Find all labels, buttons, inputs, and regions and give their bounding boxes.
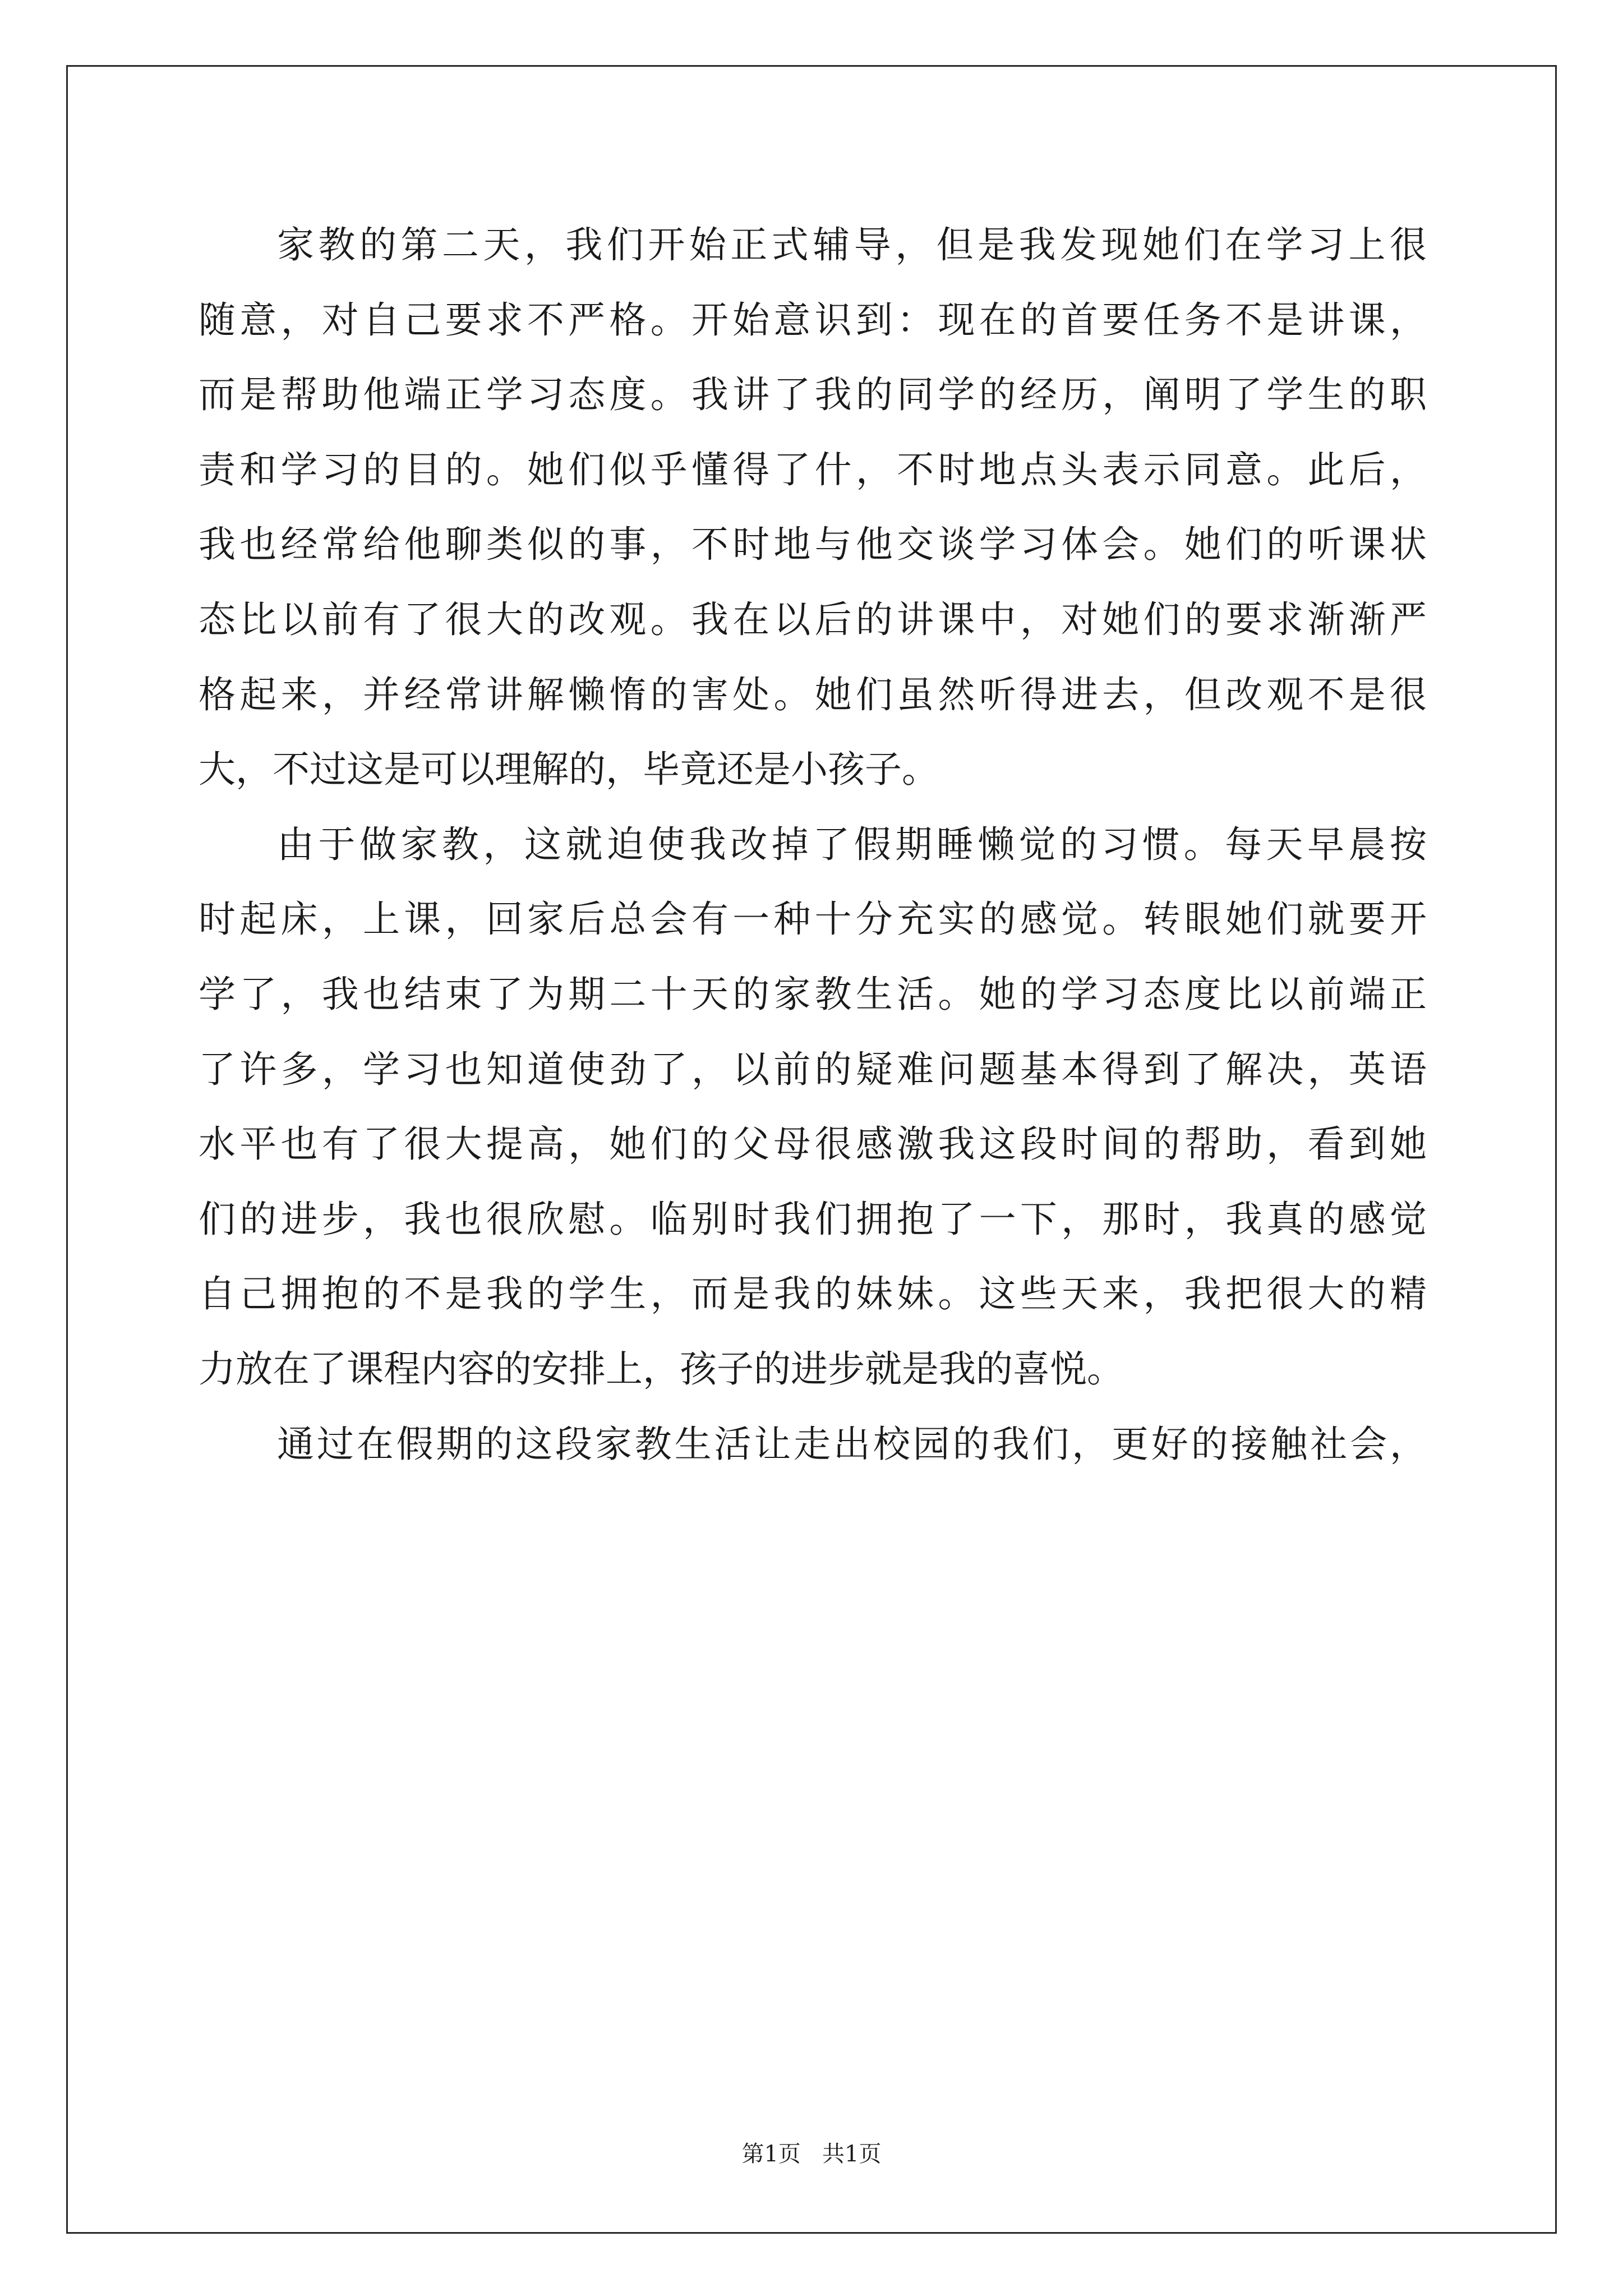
paragraph-2-line: 力放在了课程内容的安排上，孩子的进步就是我的喜悦。 [199, 1347, 1124, 1391]
paragraph-2-line: 水平也有了很大提高，她们的父母很感激我这段时间的帮助，看到她 [199, 1122, 1427, 1166]
paragraph-1-line: 格起来，并经常讲解懒惰的害处。她们虽然听得进去，但改观不是很 [199, 673, 1427, 716]
paragraph-1-line: 随意，对自己要求不严格。开始意识到：现在的首要任务不是讲课， [199, 298, 1427, 342]
document-body [199, 208, 1427, 1481]
page-footer: 第1页 共1页 [741, 2141, 882, 2167]
paragraph-1-line: 而是帮助他端正学习态度。我讲了我的同学的经历，阐明了学生的职 [199, 373, 1427, 417]
paragraph-2-line: 们的进步，我也很欣慰。临别时我们拥抱了一下，那时，我真的感觉 [199, 1197, 1427, 1241]
paragraph-2-line: 学了，我也结束了为期二十天的家教生活。她的学习态度比以前端正 [199, 972, 1427, 1016]
paragraph-2-line: 自己拥抱的不是我的学生，而是我的妹妹。这些天来，我把很大的精 [199, 1272, 1427, 1316]
paragraph-1-line: 我也经常给他聊类似的事，不时地与他交谈学习体会。她们的听课状 [199, 523, 1427, 567]
paragraph-2-line: 时起床，上课，回家后总会有一种十分充实的感觉。转眼她们就要开 [199, 898, 1427, 941]
paragraph-3-line: 通过在假期的这段家教生活让走出校园的我们，更好的接触社会， [277, 1422, 1427, 1466]
paragraph-1-line: 态比以前有了很大的改观。我在以后的讲课中，对她们的要求渐渐严 [199, 597, 1427, 641]
paragraph-2-line: 了许多，学习也知道使劲了，以前的疑难问题基本得到了解决，英语 [199, 1047, 1427, 1091]
paragraph-1-line: 责和学习的目的。她们似乎懂得了什，不时地点头表示同意。此后， [199, 448, 1427, 491]
paragraph-1-line: 大，不过这是可以理解的，毕竟还是小孩子。 [199, 748, 939, 792]
paragraph-1-line: 家教的第二天，我们开始正式辅导，但是我发现她们在学习上很 [277, 223, 1427, 266]
paragraph-2-line: 由于做家教，这就迫使我改掉了假期睡懒觉的习惯。每天早晨按 [277, 822, 1427, 866]
